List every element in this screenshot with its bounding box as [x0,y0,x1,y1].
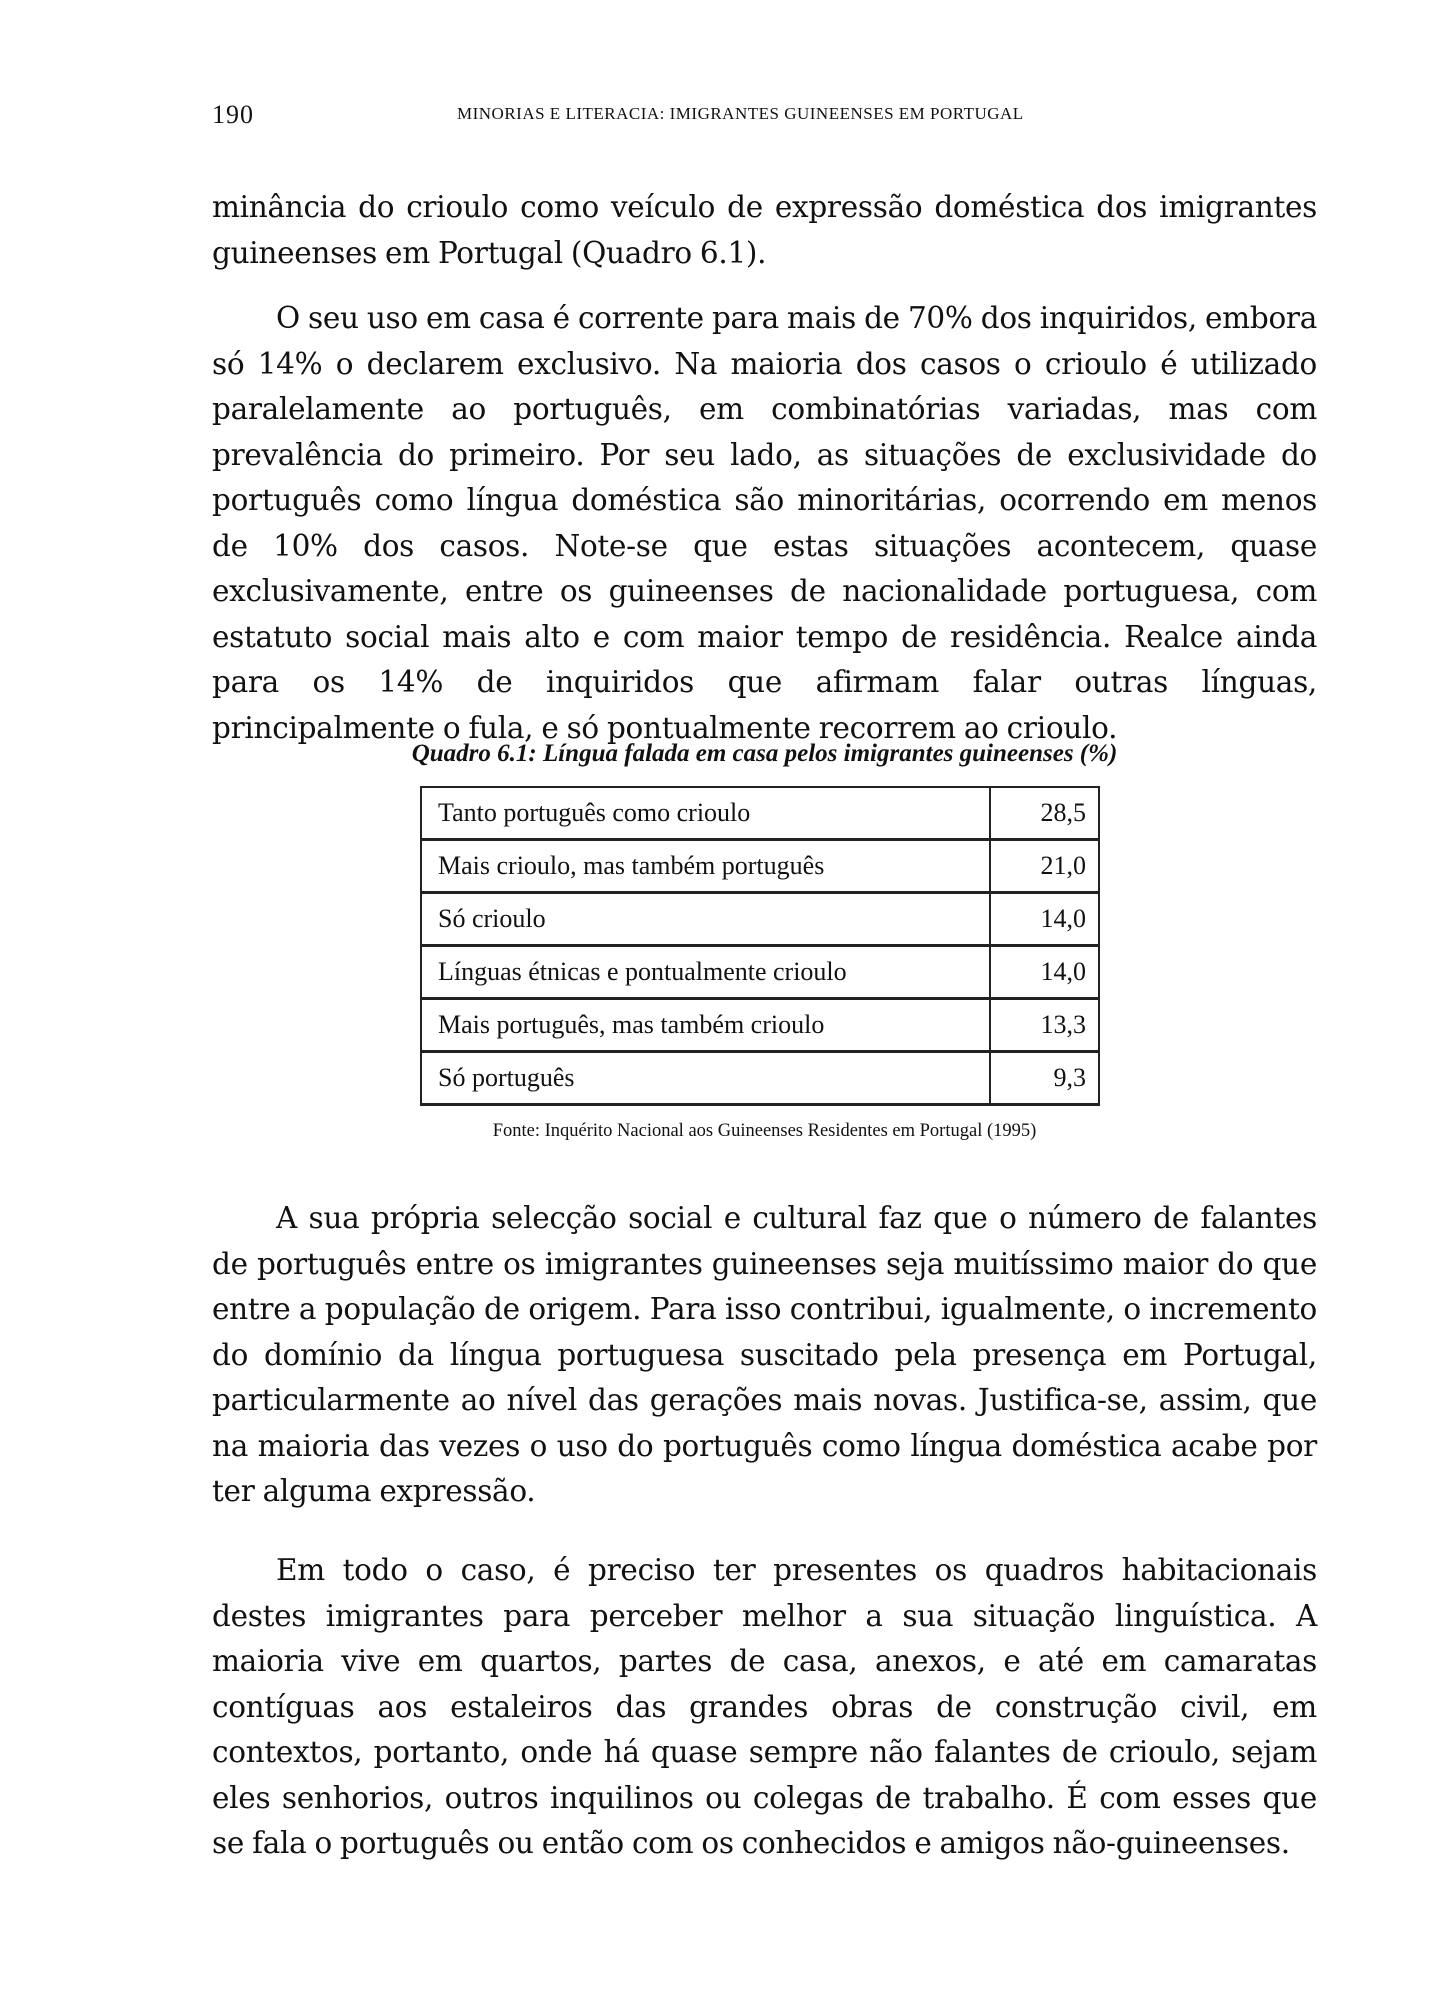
table-source-note: Fonte: Inquérito Nacional aos Guineenses Residentes em Portugal (1995) [492,1121,1037,1141]
row-value: 14,0 [990,946,1099,999]
page-number: 190 [212,100,254,129]
table-row [421,840,1099,893]
paragraph-3: A sua própria selecção social e cultural faz que o número de falantes de português entre os imigrantes guineenses seja muitíssimo maior do que entre a população de origem. Para isso contribui, igualmente, o incremento do domínio da língua portuguesa suscitado pela presença em Portugal, particularmente ao nível das gerações mais novas. Justifica-se, assim, que na maioria das vezes o uso do português como língua doméstica acabe por ter alguma expressão. [212,1201,1317,1508]
page-header [212,100,1312,140]
row-label: Só português [421,1052,990,1105]
table-row [421,1052,1099,1105]
paragraph-4: Em todo o caso, é preciso ter presentes os quadros habitacionais destes imigrantes para perceber melhor a sua situação linguística. A maioria vive em quartos, partes de casa, anexos, e até em camaratas contíguas aos estaleiros das grandes obras de construção civil, em contextos, portanto, onde há quase sempre não falantes de crioulo, sejam eles senhorios, outros inquilinos ou colegas de trabalho. É com esses que se fala o português ou então com os conhecidos e amigos não-guineenses. [212,1553,1317,1860]
row-value: 14,0 [990,893,1099,946]
row-value: 21,0 [990,840,1099,893]
paragraph-1: minância do crioulo como veículo de expressão doméstica dos imigrantes guineenses em Portugal (Quadro 6.1). [212,190,1317,270]
running-head: MINORIAS E LITERACIA: IMIGRANTES GUINEENSES EM PORTUGAL [457,104,1024,123]
row-label: Línguas étnicas e pontualmente crioulo [421,946,990,999]
row-value: 28,5 [990,787,1099,840]
table-row [421,946,1099,999]
paragraph-2: O seu uso em casa é corrente para mais de 70% dos inquiridos, embora só 14% o declarem exclusivo. Na maioria dos casos o crioulo é utilizado paralelamente ao português, em combinatórias variadas, mas com prevalência do primeiro. Por seu lado, as situações de exclusividade do português como língua doméstica são minoritárias, ocorrendo em menos de 10% dos casos. Note-se que estas situações acontecem, quase exclusivamente, entre os guineenses de nacionalidade portuguesa, com estatuto social mais alto e com maior tempo de residência. Realce ainda para os 14% de inquiridos que afirmam falar outras línguas, principalmente o fula, e só pontualmente recorrem ao crioulo. [212,301,1317,745]
table-row [421,999,1099,1052]
row-value: 9,3 [990,1052,1099,1105]
row-value: 13,3 [990,999,1099,1052]
row-label: Tanto português como crioulo [421,787,990,840]
table-caption: Quadro 6.1: Língua falada em casa pelos imigrantes guineenses (%) [411,740,1118,767]
table-row [421,787,1099,840]
table-row [421,893,1099,946]
row-label: Só crioulo [421,893,990,946]
row-label: Mais português, mas também crioulo [421,999,990,1052]
language-table [420,786,1100,1106]
row-label: Mais crioulo, mas também português [421,840,990,893]
